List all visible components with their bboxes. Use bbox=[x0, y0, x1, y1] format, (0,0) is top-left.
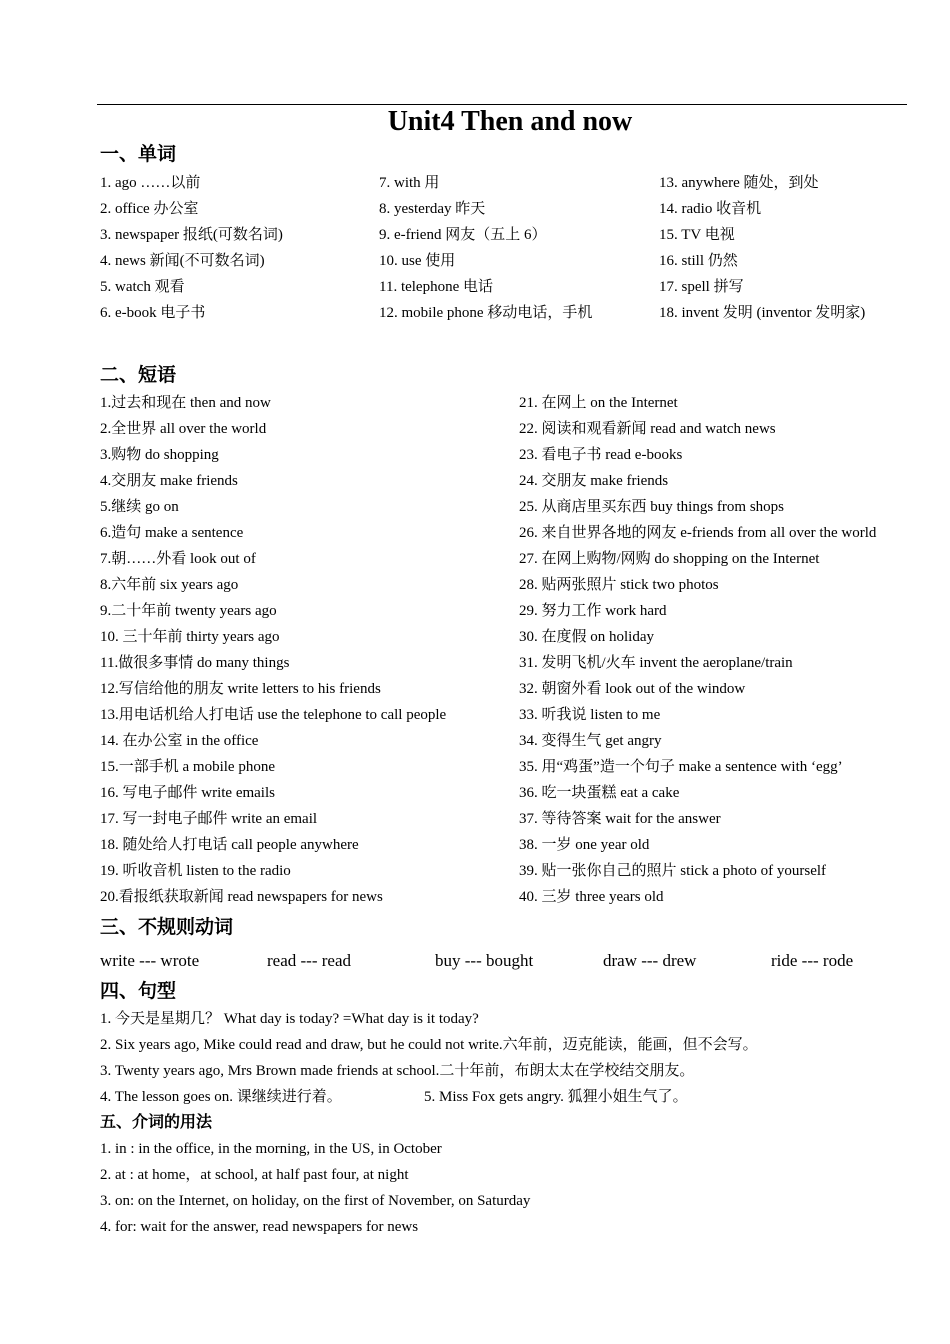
phrase-item: 25. 从商店里买东西 buy things from shops bbox=[519, 499, 785, 515]
phrase-grid bbox=[100, 390, 920, 910]
sentence-line bbox=[100, 1006, 920, 1032]
phrase-item: 1.过去和现在 then and now bbox=[100, 395, 271, 411]
vocab-item: 8. yesterday 昨天 bbox=[379, 201, 486, 217]
preposition-item: 2. at : at home，at school, at half past four, at night bbox=[100, 1167, 409, 1183]
vocab-row bbox=[100, 300, 920, 326]
phrase-item: 21. 在网上 on the Internet bbox=[519, 395, 678, 411]
preposition-item: 1. in : in the office, in the morning, in the US, in October bbox=[100, 1141, 442, 1157]
phrase-item: 35. 用“鸡蛋”造一个句子 make a sentence with ‘egg’ bbox=[519, 759, 843, 775]
phrase-row bbox=[100, 468, 920, 494]
vocab-item: 5. watch 观看 bbox=[100, 279, 185, 295]
phrase-row bbox=[100, 858, 920, 884]
phrase-item: 36. 吃一块蛋糕 eat a cake bbox=[519, 785, 680, 801]
phrase-item: 10. 三十年前 thirty years ago bbox=[100, 629, 280, 645]
phrase-item: 5.继续 go on bbox=[100, 499, 179, 515]
vocab-row bbox=[100, 248, 920, 274]
phrase-item: 7.朝……外看 look out of bbox=[100, 551, 256, 567]
phrase-item: 3.购物 do shopping bbox=[100, 447, 219, 463]
preposition-line bbox=[100, 1214, 920, 1240]
verb-pair: draw --- drew bbox=[603, 951, 697, 970]
phrase-item: 16. 写电子邮件 write emails bbox=[100, 785, 275, 801]
irregular-verbs-row bbox=[100, 948, 920, 974]
phrase-item: 29. 努力工作 work hard bbox=[519, 603, 667, 619]
vocab-item: 9. e-friend 网友（五上 6） bbox=[379, 227, 547, 243]
vocab-item: 11. telephone 电话 bbox=[379, 279, 494, 295]
vocab-row bbox=[100, 196, 920, 222]
phrase-item: 30. 在度假 on holiday bbox=[519, 629, 654, 645]
preposition-item: 3. on: on the Internet, on holiday, on the first of November, on Saturday bbox=[100, 1193, 531, 1209]
phrase-row bbox=[100, 702, 920, 728]
phrase-item: 12.写信给他的朋友 write letters to his friends bbox=[100, 681, 381, 697]
page-title: Unit4 Then and now bbox=[387, 106, 633, 137]
vocab-item: 15. TV 电视 bbox=[659, 227, 735, 243]
vocab-item: 17. spell 拼写 bbox=[659, 279, 744, 295]
section-heading-phrases: 二、短语 bbox=[100, 365, 177, 386]
verb-pair: write --- wrote bbox=[100, 951, 200, 970]
preposition-item: 4. for: wait for the answer, read newspapers for news bbox=[100, 1219, 419, 1235]
vocab-item: 10. use 使用 bbox=[379, 253, 456, 269]
vocab-item: 1. ago ……以前 bbox=[100, 175, 201, 191]
phrase-row bbox=[100, 676, 920, 702]
preposition-list bbox=[100, 1136, 920, 1240]
phrase-row bbox=[100, 624, 920, 650]
vocab-row bbox=[100, 274, 920, 300]
phrase-row bbox=[100, 728, 920, 754]
phrase-item: 2.全世界 all over the world bbox=[100, 421, 267, 437]
phrase-item: 20.看报纸获取新闻 read newspapers for news bbox=[100, 889, 383, 905]
sentence-item: 5. Miss Fox gets angry. 狐狸小姐生气了。 bbox=[424, 1089, 688, 1105]
phrase-item: 4.交朋友 make friends bbox=[100, 473, 238, 489]
vocab-item: 6. e-book 电子书 bbox=[100, 305, 206, 321]
phrase-item: 24. 交朋友 make friends bbox=[519, 473, 669, 489]
phrase-row bbox=[100, 572, 920, 598]
phrase-item: 37. 等待答案 wait for the answer bbox=[519, 811, 721, 827]
phrase-row bbox=[100, 416, 920, 442]
phrase-item: 22. 阅读和观看新闻 read and watch news bbox=[519, 421, 776, 437]
vocab-grid bbox=[100, 170, 920, 326]
phrase-item: 15.一部手机 a mobile phone bbox=[100, 759, 275, 775]
vocab-item: 12. mobile phone 移动电话，手机 bbox=[379, 305, 593, 321]
section-heading-irregular-verbs: 三、不规则动词 bbox=[100, 917, 234, 938]
preposition-line bbox=[100, 1162, 920, 1188]
section-heading-sentences: 四、句型 bbox=[100, 981, 177, 1002]
phrase-row bbox=[100, 754, 920, 780]
phrase-item: 34. 变得生气 get angry bbox=[519, 733, 662, 749]
phrase-row bbox=[100, 520, 920, 546]
phrase-row bbox=[100, 832, 920, 858]
phrase-row bbox=[100, 806, 920, 832]
phrase-item: 28. 贴两张照片 stick two photos bbox=[519, 577, 719, 593]
phrase-item: 32. 朝窗外看 look out of the window bbox=[519, 681, 746, 697]
vocab-item: 2. office 办公室 bbox=[100, 201, 199, 217]
phrase-item: 31. 发明飞机/火车 invent the aeroplane/train bbox=[519, 655, 793, 671]
sentence-item: 2. Six years ago, Mike could read and draw, but he could not write.六年前，迈克能读，能画，但不会写。 bbox=[100, 1037, 758, 1053]
phrase-item: 6.造句 make a sentence bbox=[100, 525, 244, 541]
vocab-item: 4. news 新闻(不可数名词) bbox=[100, 253, 265, 269]
sentence-item: 1. 今天是星期几？ What day is today? =What day is it today? bbox=[100, 1011, 479, 1027]
vocab-row bbox=[100, 222, 920, 248]
phrase-row bbox=[100, 494, 920, 520]
section-heading-prepositions: 五、介词的用法 bbox=[100, 1114, 213, 1131]
phrase-row bbox=[100, 546, 920, 572]
verb-pair: ride --- rode bbox=[771, 951, 854, 970]
vocab-item: 3. newspaper 报纸(可数名词) bbox=[100, 227, 283, 243]
phrase-row bbox=[100, 442, 920, 468]
vocab-item: 16. still 仍然 bbox=[659, 253, 738, 269]
sentence-list bbox=[100, 1006, 920, 1110]
phrase-item: 19. 听收音机 listen to the radio bbox=[100, 863, 291, 879]
phrase-item: 14. 在办公室 in the office bbox=[100, 733, 259, 749]
phrase-item: 38. 一岁 one year old bbox=[519, 837, 650, 853]
phrase-row bbox=[100, 780, 920, 806]
phrase-item: 23. 看电子书 read e-books bbox=[519, 447, 683, 463]
sentence-item: 4. The lesson goes on. 课继续进行着。 bbox=[100, 1089, 342, 1105]
sentence-line bbox=[100, 1032, 920, 1058]
phrase-item: 11.做很多事情 do many things bbox=[100, 655, 290, 671]
preposition-line bbox=[100, 1188, 920, 1214]
phrase-item: 17. 写一封电子邮件 write an email bbox=[100, 811, 318, 827]
phrase-item: 26. 来自世界各地的网友 e-friends from all over the world bbox=[519, 525, 877, 541]
phrase-row bbox=[100, 598, 920, 624]
phrase-row bbox=[100, 390, 920, 416]
vocab-item: 14. radio 收音机 bbox=[659, 201, 762, 217]
phrase-item: 27. 在网上购物/网购 do shopping on the Internet bbox=[519, 551, 820, 567]
sentence-item: 3. Twenty years ago, Mrs Brown made friends at school.二十年前，布朗太太在学校结交朋友。 bbox=[100, 1063, 695, 1079]
phrase-item: 8.六年前 six years ago bbox=[100, 577, 239, 593]
vocab-item: 13. anywhere 随处，到处 bbox=[659, 175, 819, 191]
verb-pair: read --- read bbox=[267, 951, 351, 970]
vocab-item: 7. with 用 bbox=[379, 175, 440, 191]
phrase-row bbox=[100, 650, 920, 676]
phrase-item: 33. 听我说 listen to me bbox=[519, 707, 661, 723]
phrase-row bbox=[100, 884, 920, 910]
sentence-line bbox=[100, 1058, 920, 1084]
phrase-item: 39. 贴一张你自己的照片 stick a photo of yourself bbox=[519, 863, 827, 879]
vocab-row bbox=[100, 170, 920, 196]
phrase-item: 13.用电话机给人打电话 use the telephone to call people bbox=[100, 707, 447, 723]
vocab-item: 18. invent 发明 (inventor 发明家) bbox=[659, 305, 866, 321]
phrase-item: 9.二十年前 twenty years ago bbox=[100, 603, 277, 619]
preposition-line bbox=[100, 1136, 920, 1162]
sentence-line bbox=[100, 1084, 920, 1110]
verb-pair: buy --- bought bbox=[435, 951, 534, 970]
section-heading-vocab: 一、单词 bbox=[100, 144, 177, 165]
phrase-item: 40. 三岁 three years old bbox=[519, 889, 664, 905]
phrase-item: 18. 随处给人打电话 call people anywhere bbox=[100, 837, 359, 853]
